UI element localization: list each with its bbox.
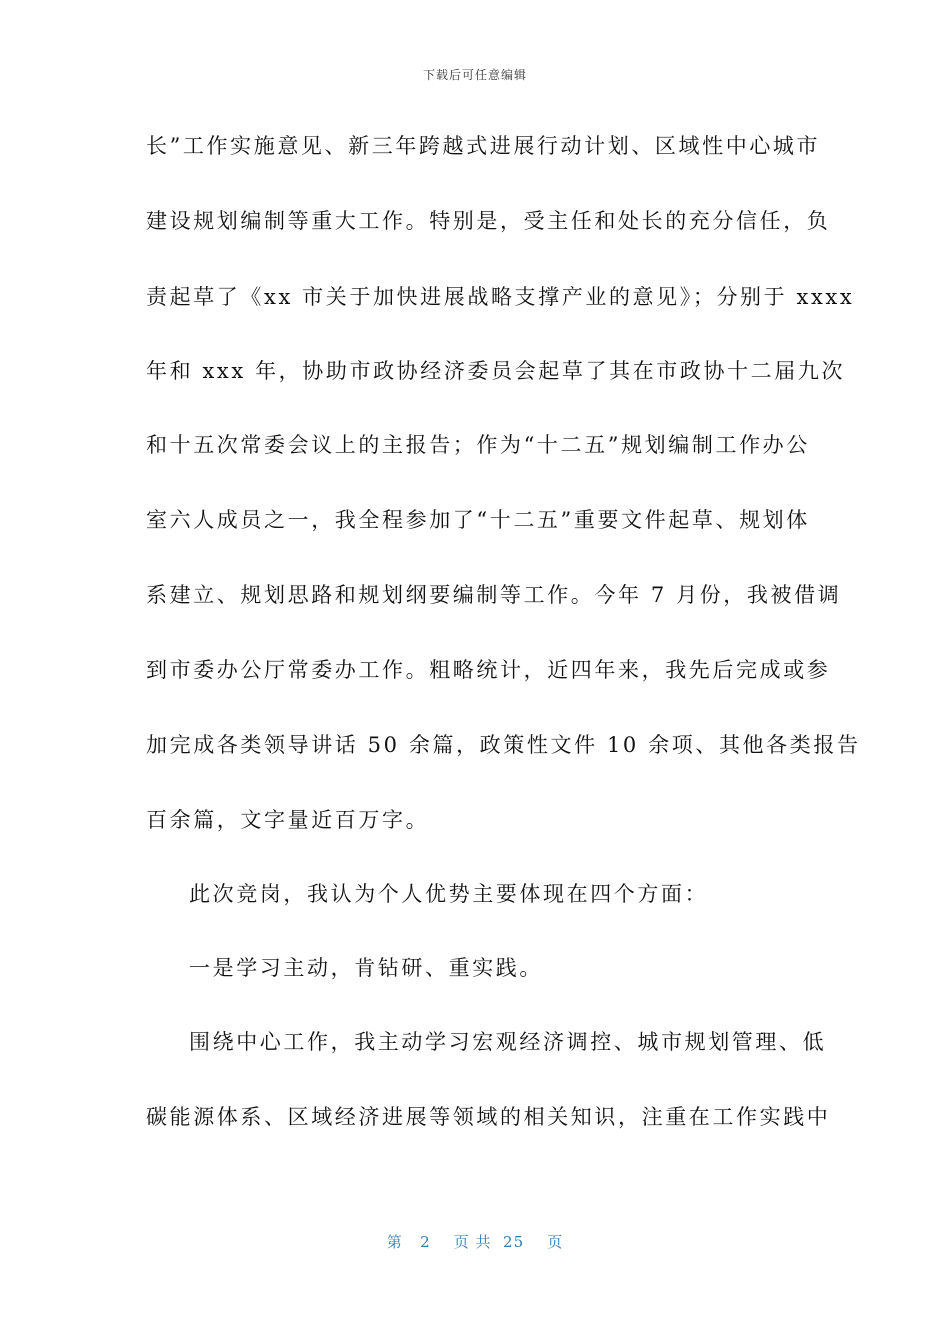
text-line: 和十五次常委会议上的主报告；作为“十二五”规划编制工作办公: [146, 433, 810, 457]
page-suffix: 页: [547, 1233, 564, 1251]
text-line: 百余篇，文字量近百万字。: [146, 808, 430, 832]
text-line: 室六人成员之一，我全程参加了“十二五”重要文件起草、规划体: [146, 508, 810, 532]
text-line: 年和 xxx 年，协助市政协经济委员会起草了其在市政协十二届九次: [146, 359, 846, 383]
page-footer: [0, 1231, 950, 1252]
text-line: 一是学习主动，肯钻研、重实践。: [189, 956, 543, 980]
header-note: 下载后可任意编辑: [422, 68, 527, 82]
text-line: 系建立、规划思路和规划纲要编制等工作。今年 7 月份，我被借调: [146, 583, 842, 607]
text-line: 碳能源体系、区域经济进展等领域的相关知识，注重在工作实践中: [146, 1105, 831, 1129]
text-line: 长”工作实施意见、新三年跨越式进展行动计划、区域性中心城市: [146, 134, 821, 158]
page-total: 25: [503, 1233, 525, 1251]
text-line: 责起草了《xx 市关于加快进展战略支撑产业的意见》；分别于 xxxx: [146, 285, 855, 309]
text-line: 建设规划编制等重大工作。特别是，受主任和处长的充分信任，负: [146, 209, 831, 233]
text-line: 到市委办公厅常委办工作。粗略统计，近四年来，我先后完成或参: [146, 658, 831, 682]
page-prefix: 第: [386, 1233, 403, 1251]
page-mid: 页 共: [453, 1233, 492, 1251]
text-line: 加完成各类领导讲话 50 余篇，政策性文件 10 余项、其他各类报告: [146, 733, 861, 757]
text-line: 此次竞岗，我认为个人优势主要体现在四个方面：: [189, 882, 709, 906]
text-line: 围绕中心工作，我主动学习宏观经济调控、城市规划管理、低: [189, 1030, 827, 1054]
page-current: 2: [420, 1233, 431, 1251]
